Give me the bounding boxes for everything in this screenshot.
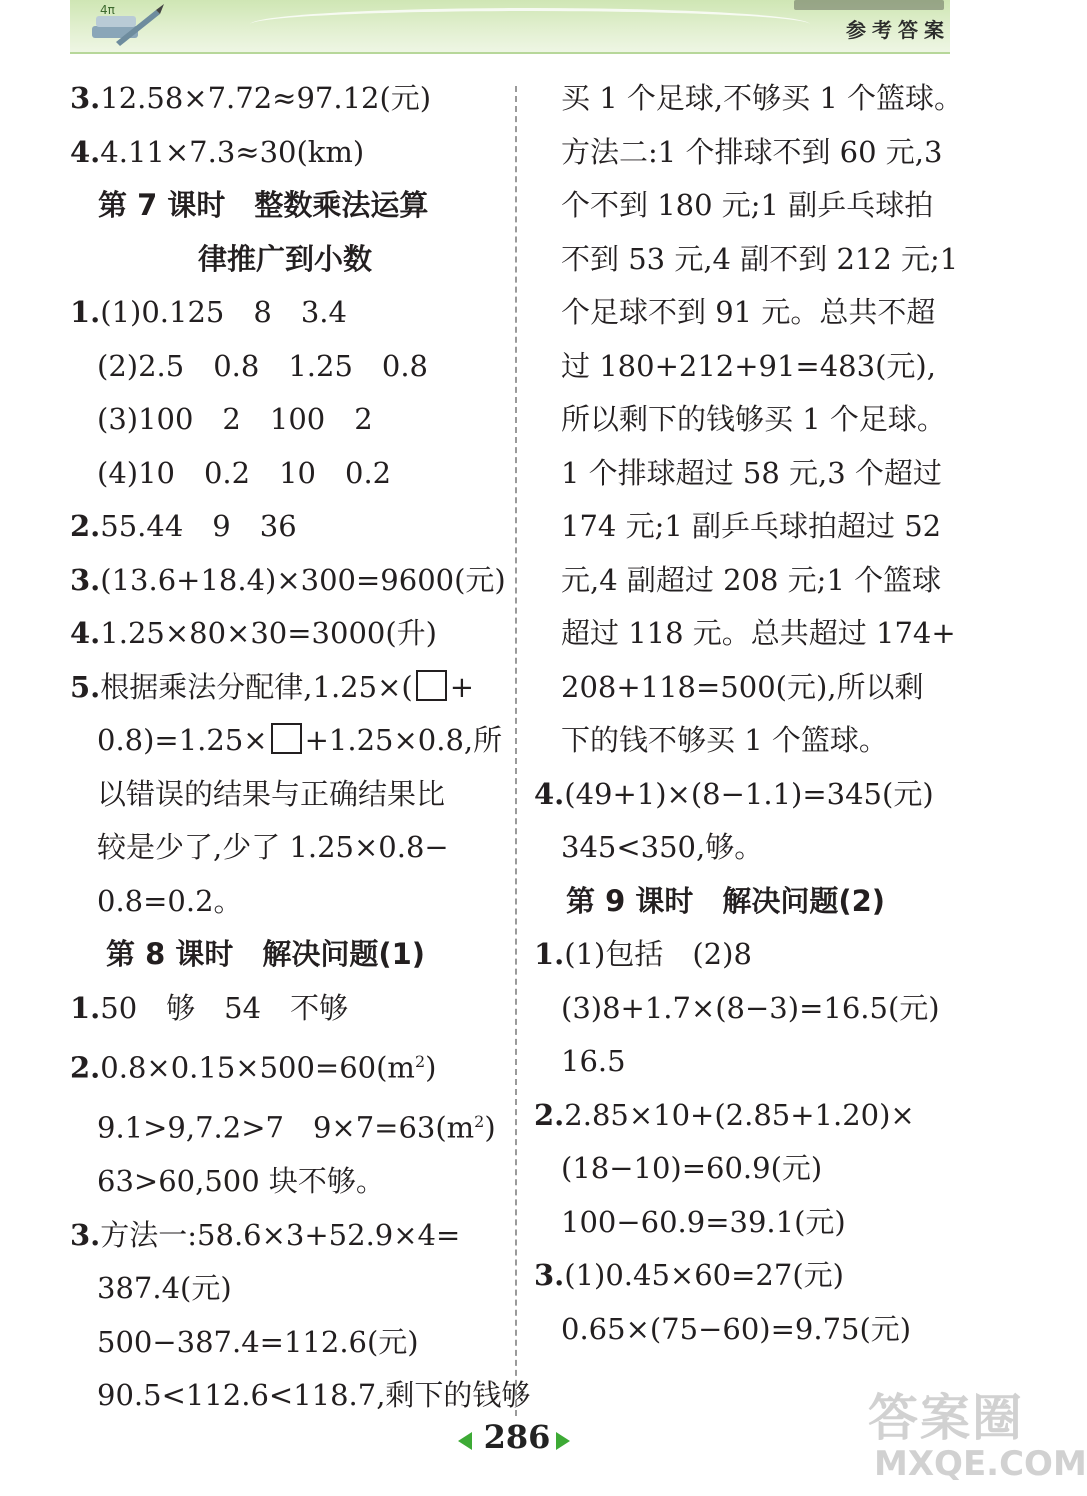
- answer-line: 3.方法一:58.6×3+52.9×4=: [70, 1217, 461, 1252]
- answer-line: 4.1.25×80×30=3000(升): [70, 616, 437, 650]
- answer-line: (3)8+1.7×(8−3)=16.5(元): [561, 990, 940, 1025]
- answer-line: 174 元;1 副乒乓球拍超过 52: [561, 509, 942, 543]
- section-heading: 律推广到小数: [197, 241, 372, 276]
- answer-line: 3.(13.6+18.4)×300=9600(元): [70, 562, 506, 597]
- answer-line: 1 个排球超过 58 元,3 个超过: [561, 455, 942, 490]
- section-heading: 第 9 课时 解决问题(2): [566, 883, 886, 918]
- answer-line: 345<350,够。: [561, 830, 764, 864]
- answer-line: 387.4(元): [97, 1271, 232, 1306]
- left-column: [70, 72, 531, 1423]
- header-tag: 参考答案: [846, 18, 950, 42]
- answer-line: 2.2.85×10+(2.85+1.20)×: [534, 1097, 915, 1132]
- answer-line: 所以剩下的钱够买 1 个足球。: [561, 402, 946, 436]
- answer-line: (2)2.5 0.8 1.25 0.8: [97, 348, 429, 383]
- answer-line: 以错误的结果与正确结果比: [97, 776, 446, 811]
- watermark-url: MXQE.COM: [874, 1444, 1087, 1484]
- answer-line: 9.1>9,7.2>7 $9\times 7=63(m^2)$: [97, 1110, 496, 1145]
- section-heading: 第 8 课时 解决问题(1): [106, 937, 426, 971]
- answer-line: 0.8=0.2。: [97, 883, 243, 918]
- next-page-arrow-icon: [556, 1432, 570, 1450]
- answer-line: 1.(1)0.125 8 3.4: [70, 295, 347, 329]
- answer-line: 买 1 个足球,不够买 1 个篮球。: [561, 81, 963, 115]
- answer-line: (4)10 0.2 10 0.2: [97, 455, 392, 490]
- answer-line: (3)100 2 100 2: [97, 402, 373, 436]
- answer-line: 4.(49+1)×(8−1.1)=345(元): [534, 776, 934, 811]
- page-number: 286: [483, 1418, 551, 1456]
- blank-box: [416, 670, 447, 701]
- answer-line: 63>60,500 块不够。: [97, 1164, 385, 1199]
- answer-line: 1.(1)包括 (2)8: [534, 937, 752, 971]
- answer-line: 下的钱不够买 1 个篮球。: [561, 723, 888, 757]
- answer-line: 超过 118 元。总共超过 174+: [561, 616, 956, 650]
- answer-line: 100−60.9=39.1(元): [561, 1204, 846, 1239]
- header-decoration: [250, 8, 810, 41]
- right-column: [534, 72, 963, 1356]
- answer-line: 500−387.4=112.6(元): [97, 1324, 419, 1359]
- answer-line: 90.5<112.6<118.7,剩下的钱够: [97, 1378, 531, 1413]
- pencil-and-books-icon: [86, 2, 166, 48]
- header-series-label: [794, 0, 944, 10]
- answer-line: $2.0.8\times 0.15\times 500=60(m^2)$: [70, 1050, 437, 1085]
- answer-line: 0.65×(75−60)=9.75(元): [561, 1311, 912, 1346]
- answer-line: 个足球不到 91 元。总共不超: [561, 295, 936, 329]
- answer-line: 4.4.11×7.3≈30(km): [70, 134, 365, 169]
- answer-line: 过 180+212+91=483(元),: [561, 348, 936, 383]
- answer-line: (18−10)=60.9(元): [561, 1151, 823, 1185]
- answer-line: 元,4 副超过 208 元;1 个篮球: [561, 562, 942, 597]
- answer-line: 3.12.58×7.72≈97.12(元): [70, 81, 432, 115]
- answer-line: 0.8)=1.25× +1.25×0.8,所: [97, 723, 503, 757]
- answer-line: 2.55.44 9 36: [70, 509, 297, 543]
- answer-line: 较是少了,少了 1.25×0.8−: [97, 830, 449, 864]
- section-heading: 第 7 课时 整数乘法运算: [98, 188, 429, 222]
- column-divider: [515, 86, 517, 1416]
- svg-text:4π: 4π: [100, 3, 115, 17]
- answer-line: 个不到 180 元;1 副乒乓球拍: [561, 188, 934, 222]
- answer-line: 208+118=500(元),所以剩: [561, 669, 924, 704]
- watermark-text: 答案圈: [868, 1389, 1024, 1447]
- answer-line: 方法二:1 个排球不到 60 元,3: [561, 134, 943, 169]
- blank-box: [271, 723, 302, 754]
- answer-line: 16.5: [561, 1044, 626, 1078]
- answer-line: 不到 53 元,4 副不到 212 元;1: [561, 241, 959, 276]
- answer-line: 5.根据乘法分配律,1.25×( +: [70, 669, 474, 704]
- answer-line: 3.(1)0.45×60=27(元): [534, 1258, 844, 1292]
- watermark-logo: [862, 1378, 1087, 1490]
- answer-line: 1.50 够 54 不够: [70, 990, 349, 1025]
